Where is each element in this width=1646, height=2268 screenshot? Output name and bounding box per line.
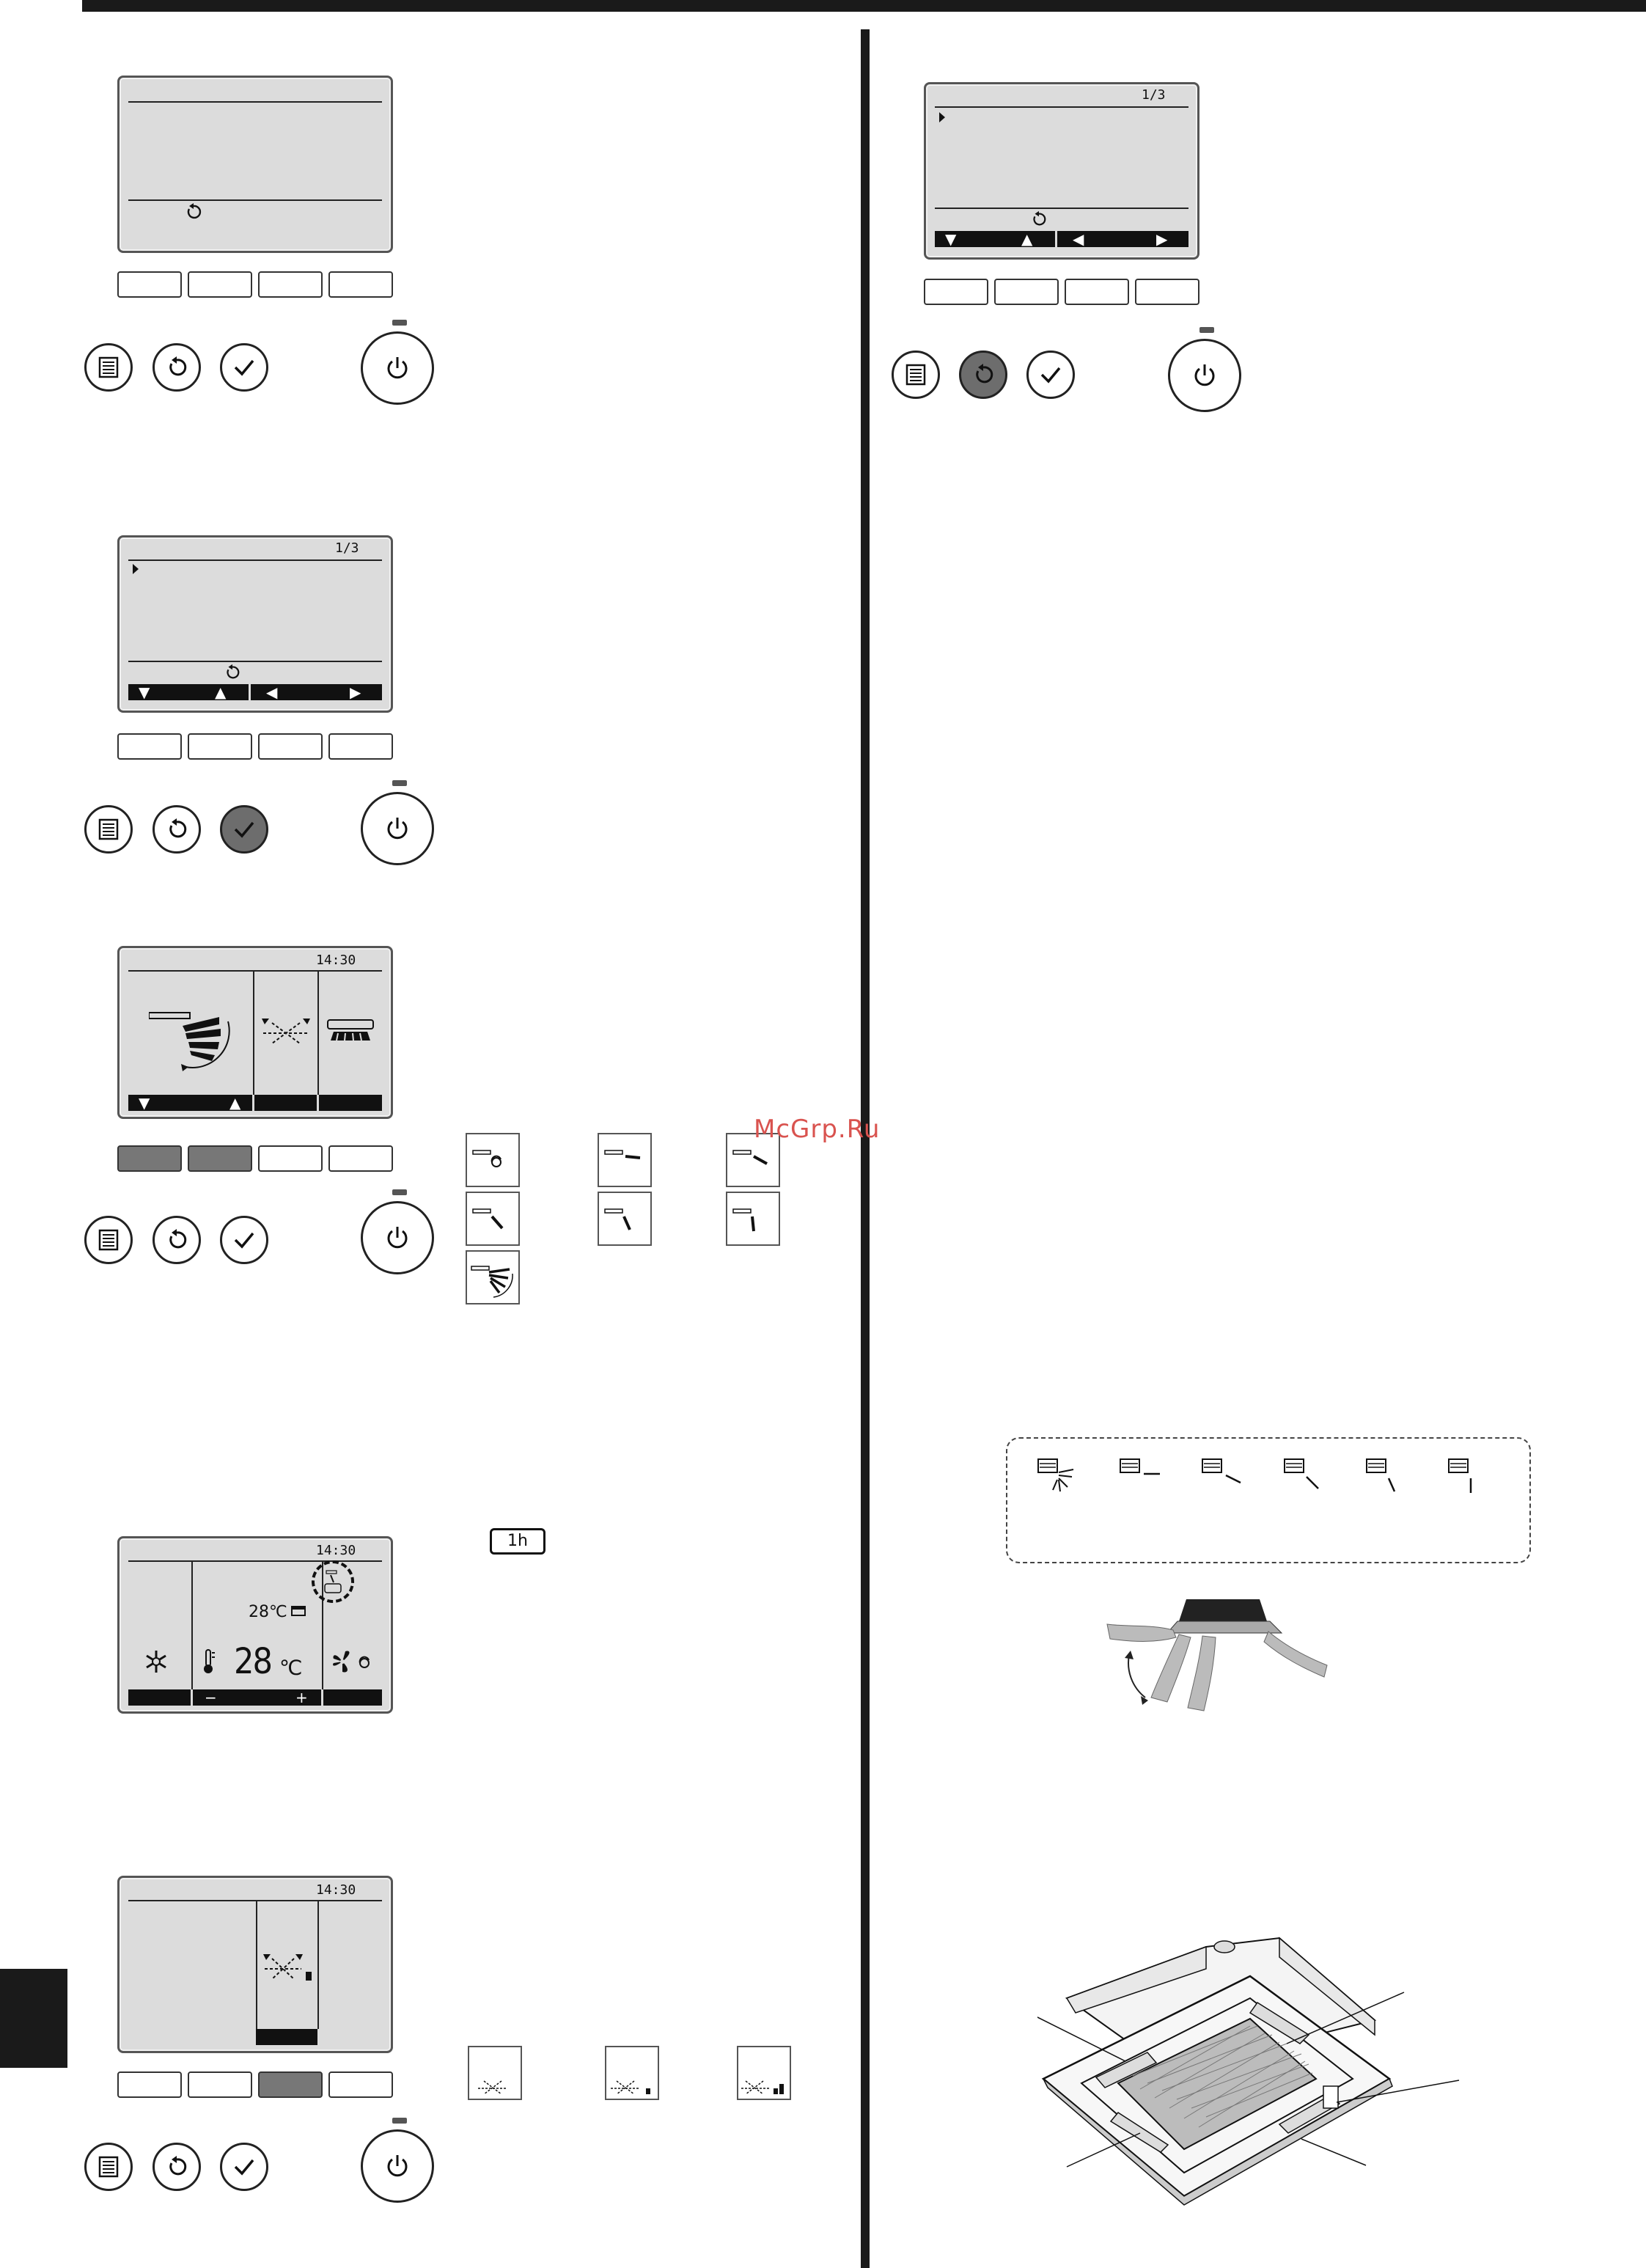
f1-key[interactable] — [117, 2071, 182, 2098]
f1-key[interactable] — [924, 279, 988, 305]
check-icon — [232, 1227, 257, 1252]
power-button[interactable] — [361, 792, 434, 865]
vane-swing-icon — [466, 1250, 520, 1304]
power-led — [1199, 327, 1214, 333]
right-arrow-icon: ▶ — [1156, 230, 1168, 248]
vane-pos5-icon — [1447, 1456, 1499, 1493]
power-icon — [383, 1223, 412, 1252]
return-icon — [164, 817, 189, 842]
check-icon — [232, 2154, 257, 2179]
lcd-screen-4 — [117, 1536, 393, 1714]
power-led — [392, 2118, 407, 2124]
power-led — [392, 1189, 407, 1195]
menu-button[interactable] — [84, 805, 133, 854]
f4-key[interactable] — [1135, 279, 1199, 305]
left-arrow-icon: ◀ — [266, 683, 278, 701]
right-arrow-icon: ▶ — [350, 683, 361, 701]
vane-swing-icon — [1037, 1456, 1088, 1493]
function-keys-2 — [117, 733, 393, 760]
cassette-unit-illustration — [1037, 1932, 1477, 2255]
louver-max-icon — [737, 2046, 791, 2100]
cursor-icon — [133, 564, 139, 574]
f1-key[interactable] — [117, 271, 182, 298]
return-button[interactable] — [153, 343, 201, 392]
vane-step4-icon — [598, 1192, 652, 1246]
power-button[interactable] — [361, 2129, 434, 2203]
function-keys-5 — [117, 2071, 393, 2098]
one-hour-badge: 1h — [490, 1528, 545, 1555]
louver-icon — [262, 1951, 316, 1986]
function-keys-6 — [924, 279, 1199, 305]
top-bar — [82, 0, 1646, 12]
f4-key[interactable] — [328, 2071, 393, 2098]
f2-key[interactable] — [188, 271, 252, 298]
vane-positions-box — [1006, 1437, 1531, 1563]
f1-key[interactable] — [117, 733, 182, 760]
down-arrow-icon: ▼ — [945, 230, 957, 248]
f1-key[interactable] — [117, 1145, 182, 1172]
lcd-screen-6 — [924, 82, 1199, 260]
louver-swing-icon — [605, 2046, 659, 2100]
return-button[interactable] — [153, 1216, 201, 1264]
f3-key[interactable] — [258, 1145, 323, 1172]
cursor-icon — [939, 112, 945, 122]
return-icon — [224, 664, 241, 681]
return-icon — [164, 355, 189, 380]
return-icon — [164, 2154, 189, 2179]
fan-icon — [331, 1648, 375, 1675]
menu-button[interactable] — [892, 351, 940, 399]
select-button[interactable] — [1026, 351, 1075, 399]
power-icon — [383, 814, 412, 843]
return-icon — [971, 362, 996, 387]
power-led — [392, 780, 407, 786]
airflow-illustration — [1100, 1595, 1334, 1712]
f2-key[interactable] — [188, 733, 252, 760]
up-arrow-icon: ▲ — [215, 683, 227, 701]
f3-key[interactable] — [1065, 279, 1129, 305]
louver-icon — [257, 1016, 315, 1051]
lcd-screen-2 — [117, 535, 393, 713]
f2-key[interactable] — [188, 1145, 252, 1172]
return-icon — [1030, 210, 1048, 228]
minus-label: − — [205, 1689, 217, 1706]
plus-label: + — [295, 1689, 308, 1706]
f3-key[interactable] — [258, 2071, 323, 2098]
return-button[interactable] — [959, 351, 1007, 399]
power-led — [392, 320, 407, 326]
louver-off-icon — [468, 2046, 522, 2100]
power-button[interactable] — [1168, 339, 1241, 412]
f2-key[interactable] — [994, 279, 1059, 305]
vane-icon — [149, 1007, 237, 1073]
vane-step3-icon — [466, 1192, 520, 1246]
vane-step1-icon — [598, 1133, 652, 1187]
lcd-screen-1 — [117, 76, 393, 253]
page-indicator: 1/3 — [1142, 87, 1166, 103]
clock: 14:30 — [316, 953, 356, 968]
power-button[interactable] — [361, 331, 434, 405]
up-arrow-icon: ▲ — [1021, 230, 1033, 248]
menu-button[interactable] — [84, 1216, 133, 1264]
return-button[interactable] — [153, 805, 201, 854]
power-icon — [383, 2151, 412, 2181]
function-keys-3 — [117, 1145, 393, 1172]
column-divider — [861, 29, 870, 2268]
down-arrow-icon: ▼ — [139, 1094, 150, 1112]
select-button[interactable] — [220, 1216, 268, 1264]
f4-key[interactable] — [328, 271, 393, 298]
check-icon — [232, 817, 257, 842]
menu-icon — [96, 2154, 121, 2179]
menu-icon — [96, 1227, 121, 1252]
room-temp: 28 — [234, 1641, 271, 1682]
vane-pos1-icon — [1119, 1456, 1170, 1493]
filter-icon — [291, 1606, 306, 1616]
check-icon — [232, 355, 257, 380]
left-arrow-icon: ◀ — [1073, 230, 1084, 248]
vane-pos2-icon — [1201, 1456, 1252, 1493]
f3-key[interactable] — [258, 271, 323, 298]
function-keys-1 — [117, 271, 393, 298]
power-icon — [1190, 361, 1219, 390]
vane-auto-icon — [466, 1133, 520, 1187]
cool-mode-icon — [143, 1648, 169, 1675]
check-icon — [1038, 362, 1063, 387]
vane-pos4-icon — [1365, 1456, 1417, 1493]
set-temp: 28℃ — [249, 1603, 287, 1621]
select-button[interactable] — [220, 343, 268, 392]
f2-key[interactable] — [188, 2071, 252, 2098]
return-icon — [164, 1227, 189, 1252]
watermark: McGrp.Ru — [754, 1115, 881, 1144]
vane-pos3-icon — [1283, 1456, 1334, 1493]
menu-icon — [903, 362, 928, 387]
return-icon — [184, 202, 203, 221]
lcd-screen-3 — [117, 946, 393, 1119]
vent-icon — [326, 1019, 375, 1048]
f3-key[interactable] — [258, 733, 323, 760]
vane-step5-icon — [726, 1192, 780, 1246]
side-tab — [0, 1969, 67, 2068]
clock: 14:30 — [316, 1882, 356, 1898]
menu-button[interactable] — [84, 2143, 133, 2191]
down-arrow-icon: ▼ — [139, 683, 150, 701]
room-temp-unit: ℃ — [279, 1656, 303, 1680]
menu-icon — [96, 355, 121, 380]
return-button[interactable] — [153, 2143, 201, 2191]
f4-key[interactable] — [328, 1145, 393, 1172]
lcd-screen-5 — [117, 1876, 393, 2053]
up-arrow-icon: ▲ — [229, 1094, 241, 1112]
vane-icon — [322, 1569, 344, 1596]
page-indicator: 1/3 — [335, 540, 359, 556]
menu-button[interactable] — [84, 343, 133, 392]
menu-icon — [96, 817, 121, 842]
thermometer-icon — [202, 1648, 216, 1675]
power-icon — [383, 353, 412, 383]
f4-key[interactable] — [328, 733, 393, 760]
select-button[interactable] — [220, 2143, 268, 2191]
clock: 14:30 — [316, 1543, 356, 1558]
power-button[interactable] — [361, 1201, 434, 1274]
select-button[interactable] — [220, 805, 268, 854]
